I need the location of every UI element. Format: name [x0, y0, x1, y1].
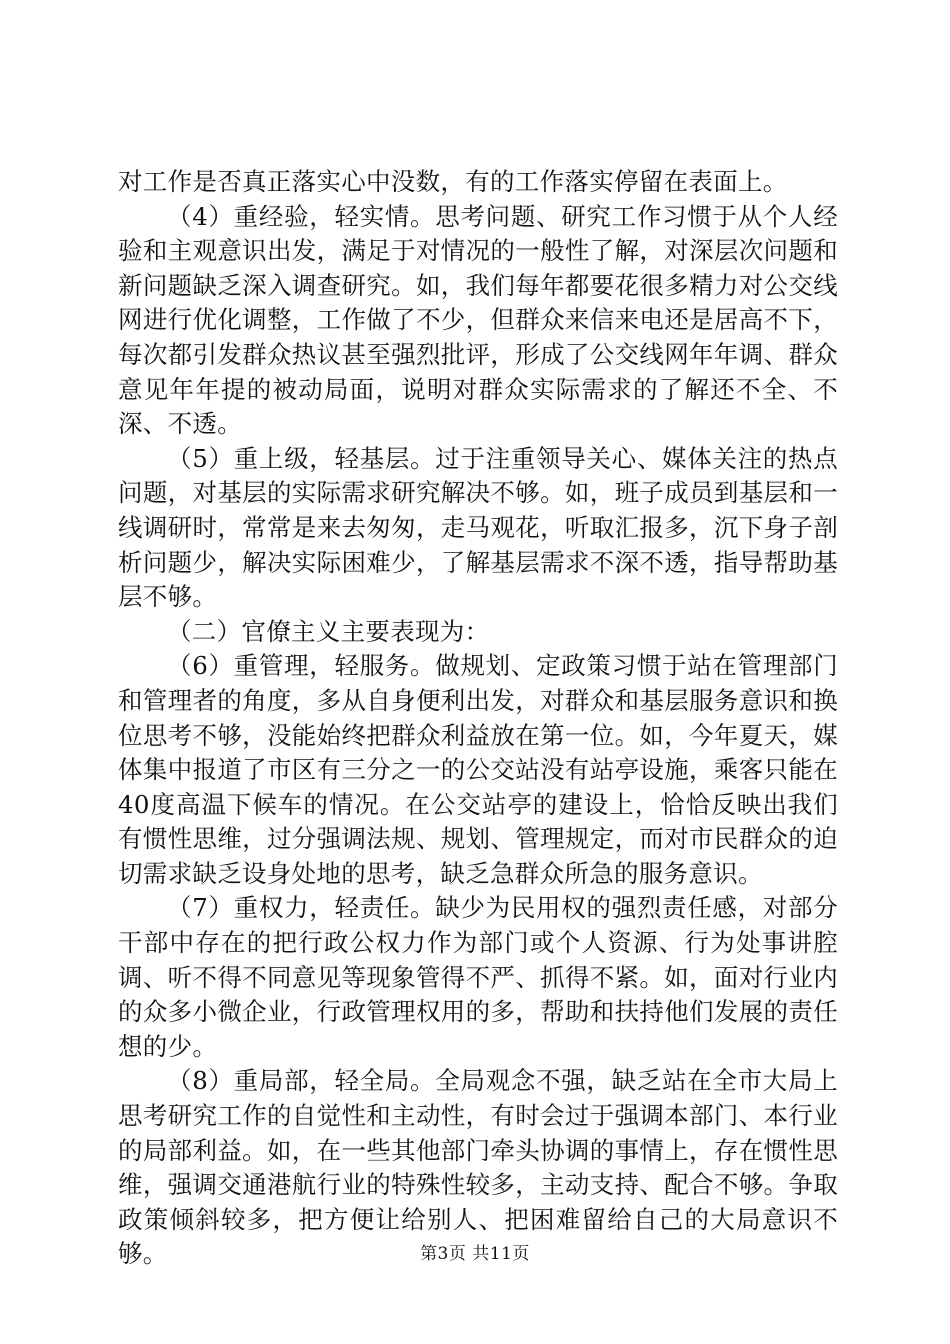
paragraph-item-5: （5）重上级，轻基层。过于注重领导关心、媒体关注的热点问题，对基层的实际需求研究解决不够。如，班子成员到基层和一线调研时，常常是来去匆匆，走马观花，听取汇报多，沉下身子剖析问题少，解决实际困难少，了解基层需求不深不透，指导帮助基层不够。	[118, 443, 838, 612]
paragraph-continuation: 对工作是否真正落实心中没数，有的工作落实停留在表面上。	[118, 167, 788, 196]
paragraph-item-4: （4）重经验，轻实情。思考问题、研究工作习惯于从个人经验和主观意识出发，满足于对情况的一般性了解，对深层次问题和新问题缺乏深入调查研究。如，我们每年都要花很多精力对公交线网进行优化调整，工作做了不少，但群众来信来电还是居高不下，每次都引发群众热议甚至强烈批评，形成了公交线网年年调、群众意见年年提的被动局面，说明对群众实际需求的了解还不全、不深、不透。	[118, 201, 838, 439]
paragraph-item-7: （7）重权力，轻责任。缺少为民用权的强烈责任感，对部分干部中存在的把行政公权力作为部门或个人资源、行为处事讲腔调、听不得不同意见等现象管得不严、抓得不紧。如，面对行业内的众多小微企业，行政管理权用的多，帮助和扶持他们发展的责任想的少。	[118, 893, 838, 1061]
page-number-footer: 第3页 共11页	[420, 1244, 530, 1264]
section-heading-bureaucratism: （二）官僚主义主要表现为：	[167, 616, 490, 646]
document-body	[118, 165, 838, 1272]
paragraph-item-6: （6）重管理，轻服务。做规划、定政策习惯于站在管理部门和管理者的角度，多从自身便利出发，对群众和基层服务意识和换位思考不够，没能始终把群众利益放在第一位。如，今年夏天，媒体集中报道了市区有三分之一的公交站没有站亭设施，乘客只能在40度高温下候车的情况。在公交站亭的建设上，恰恰反映出我们有惯性思维，过分强调法规、规划、管理规定，而对市民群众的迫切需求缺乏设身处地的思考，缺乏急群众所急的服务意识。	[118, 651, 838, 888]
paragraph-item-8: （8）重局部，轻全局。全局观念不强，缺乏站在全市大局上思考研究工作的自觉性和主动性，有时会过于强调本部门、本行业的局部利益。如，在一些其他部门牵头协调的事情上，存在惯性思维，强调交通港航行业的特殊性较多，主动支持、配合不够。争取政策倾斜较多，把方便让给别人、把困难留给自己的大局意识不够。	[118, 1066, 838, 1269]
